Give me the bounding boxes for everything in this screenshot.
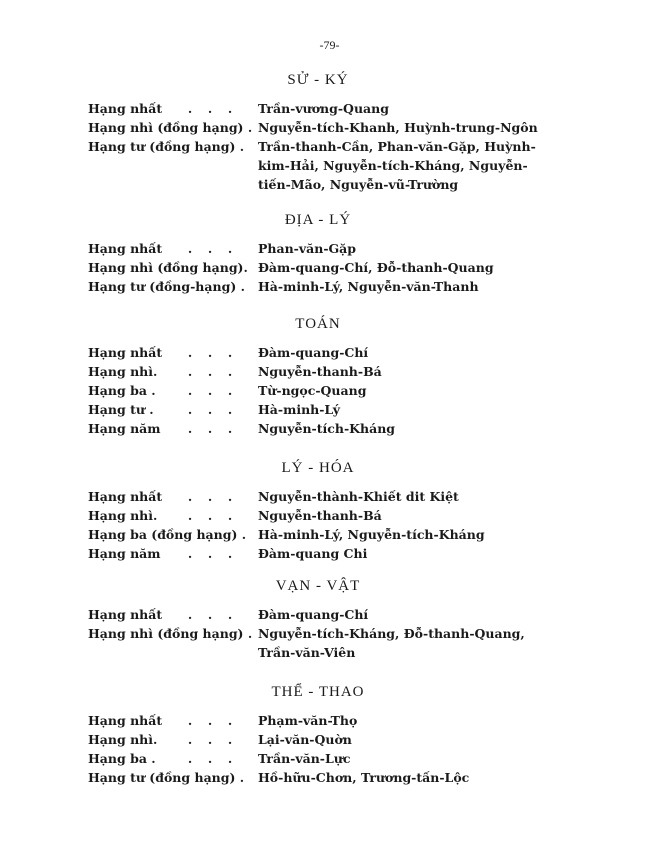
rank-label [88, 118, 253, 137]
rank-label-text: Hạng nhì (đồng hạng). [88, 260, 248, 275]
student-names: Hà-minh-Lý, Nguyễn-tích-Kháng [258, 527, 485, 542]
rank-label [88, 400, 240, 419]
rank-label [88, 381, 240, 400]
ranking-row [88, 605, 558, 624]
rank-label [88, 277, 245, 296]
rank-label [88, 711, 240, 730]
rank-label-text: Hạng nhất [88, 101, 163, 116]
rank-label [88, 624, 253, 662]
rank-label [88, 258, 248, 277]
ranking-row [88, 239, 558, 258]
rank-label-text: Hạng nhì. [88, 508, 158, 523]
rank-label [88, 99, 240, 118]
rank-label [88, 605, 240, 624]
rank-label-text: Hạng nhì (đồng hạng) . [88, 120, 253, 135]
rank-label [88, 137, 245, 194]
student-names: Nguyễn-thanh-Bá [258, 364, 382, 379]
ranking-row [88, 768, 558, 787]
leader-dots: . . . [187, 383, 233, 398]
section [88, 460, 558, 563]
rank-label [88, 525, 247, 544]
leader-dots: . . . [187, 101, 233, 116]
ranking-row [88, 137, 558, 194]
section [88, 578, 558, 662]
rank-label-text: Hạng ba (đồng hạng) . [88, 527, 247, 542]
section [88, 212, 558, 296]
rank-label [88, 749, 240, 768]
ranking-row [88, 362, 558, 381]
rank-label-text: Hạng tư (đồng hạng) . [88, 139, 245, 154]
ranking-row [88, 118, 558, 137]
student-names: Nguyễn-tích-Kháng, Đỗ-thanh-Quang, Trần-văn-Viên [258, 626, 525, 660]
leader-dots: . . . [187, 364, 233, 379]
ranking-row [88, 624, 558, 662]
ranking-row [88, 400, 558, 419]
rank-label [88, 239, 240, 258]
student-names: Trần-thanh-Cần, Phan-văn-Gặp, Huỳnh-kim-Hải, Nguyễn-tích-Kháng, Nguyễn-tiến-Mão, Nguyễn-vũ-Trường [258, 139, 536, 192]
leader-dots: . . . [187, 732, 233, 747]
section-title: ĐỊA - LÝ [284, 212, 352, 228]
student-names: Phạm-văn-Thọ [258, 713, 358, 728]
rank-label-text: Hạng nhì (đồng hạng) . [88, 626, 253, 641]
student-names: Trần-vương-Quang [258, 101, 389, 116]
student-names: Hà-minh-Lý [258, 402, 341, 417]
rank-label-text: Hạng nhì. [88, 732, 158, 747]
rank-label-text: Hạng tư . [88, 402, 154, 417]
ranking-row [88, 749, 558, 768]
leader-dots: . . . [187, 402, 233, 417]
rank-label-text: Hạng tư (đồng-hạng) . [88, 279, 245, 294]
student-names: Đàm-quang-Chí [258, 607, 369, 622]
student-names: Trần-văn-Lực [258, 751, 351, 766]
section [88, 72, 558, 194]
student-names: Nguyễn-tích-Kháng [258, 421, 396, 436]
leader-dots: . . . [187, 607, 233, 622]
ranking-row [88, 525, 558, 544]
student-names: Đàm-quang-Chí, Đỗ-thanh-Quang [258, 260, 494, 275]
rank-label-text: Hạng tư (đồng hạng) . [88, 770, 245, 785]
section-title: SỬ - KÝ [287, 72, 349, 88]
rank-label [88, 362, 240, 381]
leader-dots: . . . [187, 713, 233, 728]
section-title: VẠN - VẬT [275, 578, 361, 594]
rank-label [88, 419, 240, 438]
ranking-row [88, 277, 558, 296]
rank-label-text: Hạng ba . [88, 383, 156, 398]
rank-label-text: Hạng nhất [88, 345, 163, 360]
rank-label-text: Hạng nhì. [88, 364, 158, 379]
rank-label-text: Hạng ba . [88, 751, 156, 766]
student-names: Nguyễn-thành-Khiết dit Kiệt [258, 489, 459, 504]
leader-dots: . . . [187, 345, 233, 360]
rank-label [88, 768, 245, 787]
student-names: Từ-ngọc-Quang [258, 383, 367, 398]
student-names: Nguyễn-thanh-Bá [258, 508, 382, 523]
ranking-row [88, 381, 558, 400]
rank-label-text: Hạng năm [88, 421, 161, 436]
student-names: Hà-minh-Lý, Nguyễn-văn-Thanh [258, 279, 479, 294]
section [88, 684, 558, 787]
student-names: Lại-văn-Quờn [258, 732, 352, 747]
section-title: TOÁN [295, 316, 341, 332]
ranking-row [88, 730, 558, 749]
page-number: -79- [319, 38, 340, 52]
ranking-row [88, 343, 558, 362]
rank-label [88, 343, 240, 362]
section [88, 316, 558, 438]
student-names: Nguyễn-tích-Khanh, Huỳnh-trung-Ngôn [258, 120, 538, 135]
rank-label-text: Hạng năm [88, 546, 161, 561]
leader-dots: . . . [187, 241, 233, 256]
rank-label-text: Hạng nhất [88, 241, 163, 256]
student-names: Đàm-quang-Chí [258, 345, 369, 360]
student-names: Hồ-hữu-Chơn, Trương-tấn-Lộc [258, 770, 470, 785]
rank-label-text: Hạng nhất [88, 713, 163, 728]
ranking-row [88, 544, 558, 563]
rank-label-text: Hạng nhất [88, 489, 163, 504]
ranking-row [88, 487, 558, 506]
ranking-row [88, 711, 558, 730]
leader-dots: . . . [187, 421, 233, 436]
ranking-row [88, 258, 558, 277]
leader-dots: . . . [187, 489, 233, 504]
rank-label [88, 506, 240, 525]
leader-dots: . . . [187, 751, 233, 766]
section-title: LÝ - HÓA [281, 460, 355, 476]
student-names: Phan-văn-Gặp [258, 241, 357, 256]
rank-label [88, 730, 240, 749]
ranking-row [88, 419, 558, 438]
leader-dots: . . . [187, 508, 233, 523]
section-title: THỂ - THAO [271, 684, 365, 700]
rank-label-text: Hạng nhất [88, 607, 163, 622]
student-names: Đàm-quang Chi [258, 546, 368, 561]
leader-dots: . . . [187, 546, 233, 561]
rank-label [88, 487, 240, 506]
rank-label [88, 544, 240, 563]
ranking-row [88, 99, 558, 118]
ranking-row [88, 506, 558, 525]
